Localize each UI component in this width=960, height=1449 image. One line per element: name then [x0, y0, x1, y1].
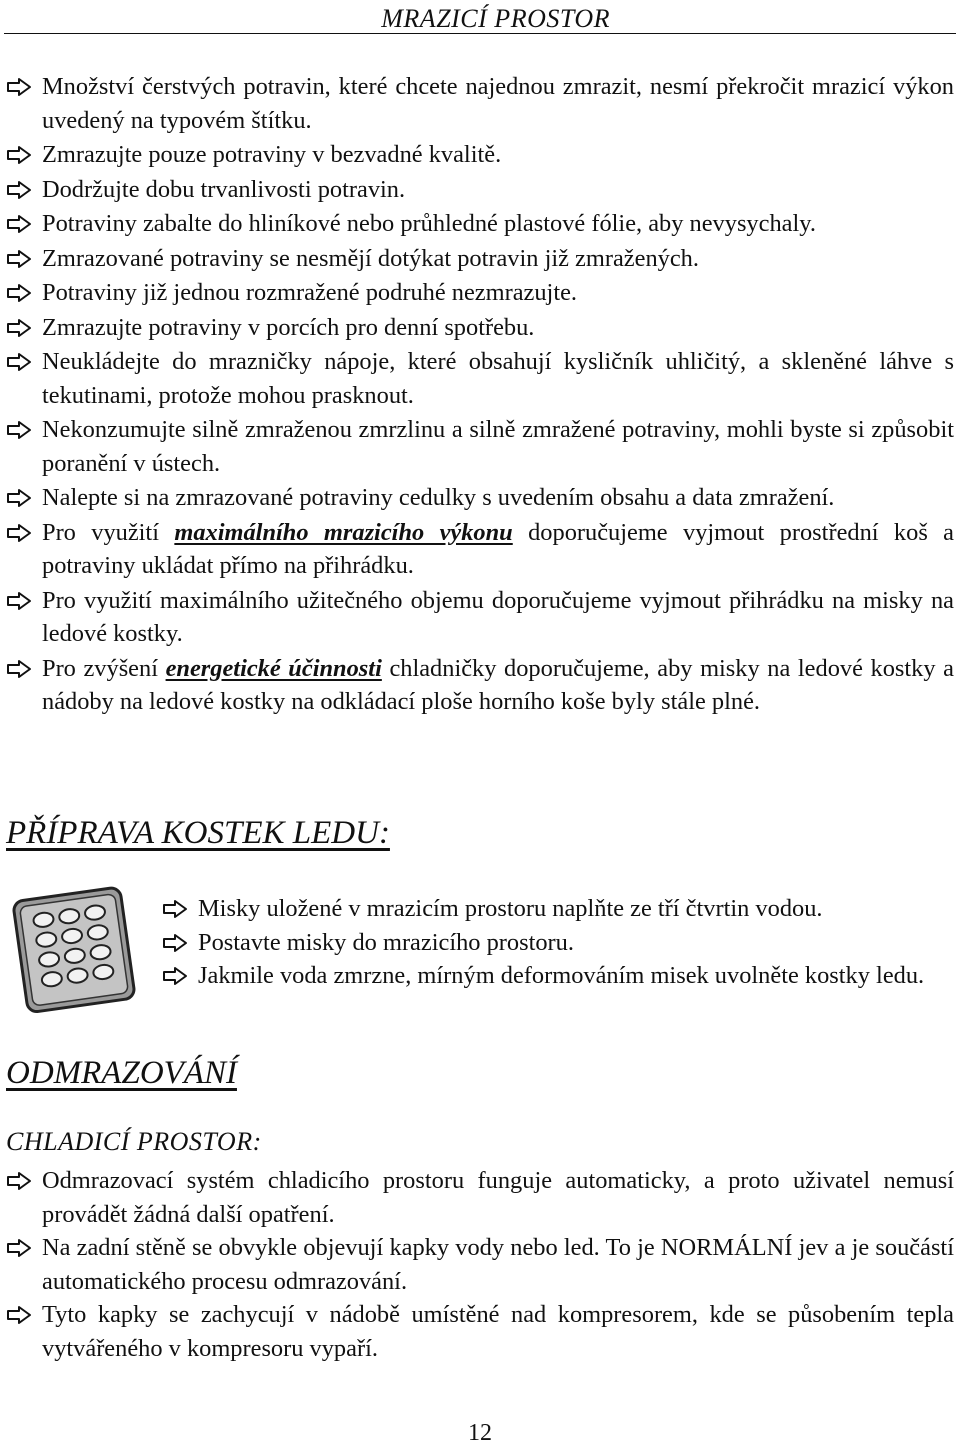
- arrow-bullet-icon: [6, 352, 32, 372]
- arrow-bullet-icon: [6, 77, 32, 97]
- arrow-bullet-icon: [6, 659, 32, 679]
- list-item: [6, 138, 954, 172]
- arrow-bullet-icon: [6, 1171, 32, 1191]
- list-item: [162, 926, 954, 960]
- item-text: Nalepte si na zmrazované potraviny cedulky s uvedením obsahu a data zmražení.: [42, 484, 835, 511]
- item-text: Dodržujte dobu trvanlivosti potravin.: [42, 175, 406, 203]
- arrow-bullet-icon: [162, 966, 188, 986]
- list-item: [6, 481, 954, 515]
- item-text: Potraviny již jednou rozmražené podruhé nezmrazujte.: [42, 279, 578, 306]
- cooling-compartment-subheading: CHLADICÍ PROSTOR:: [6, 1127, 262, 1156]
- emphasis-text: energetické účinnosti: [165, 654, 382, 682]
- cooling-defrost-list: [6, 1164, 954, 1365]
- item-text: Odmrazovací systém chladicího prostoru funguje automaticky, a proto uživatel nemusí provádět žádná další opatření.: [42, 1167, 954, 1228]
- arrow-bullet-icon: [6, 488, 32, 508]
- list-item: [6, 345, 954, 412]
- arrow-bullet-icon: [6, 1238, 32, 1258]
- freezer-tips-list: [6, 70, 954, 720]
- arrow-bullet-icon: [6, 523, 32, 543]
- item-text: Neukládejte do mrazničky nápoje, které obsahují kysličník uhličitý, a skleněné láhve s tekutinami, protože mohou prasknout.: [42, 348, 954, 409]
- ice-tray-illustration: [6, 880, 140, 1020]
- arrow-bullet-icon: [162, 899, 188, 919]
- item-text: Misky uložené v mrazicím prostoru naplňte ze tří čtvrtin vodou.: [198, 895, 823, 922]
- list-item: [6, 311, 954, 345]
- item-text: Nekonzumujte silně zmraženou zmrzlinu a silně zmražené potraviny, mohli byste si způsobit poranění v ústech.: [42, 416, 954, 477]
- item-text: Na zadní stěně se obvykle objevují kapky vody nebo led. To je NORMÁLNÍ jev a je součástí automatického procesu odmrazování.: [42, 1234, 954, 1295]
- list-item: [162, 959, 954, 993]
- arrow-bullet-icon: [6, 318, 32, 338]
- item-text: doporučujeme vyjmout prostřední koš a potraviny ukládat přímo na přihrádku.: [42, 518, 955, 579]
- list-item: [6, 207, 954, 241]
- list-item: [6, 242, 954, 276]
- list-item: [6, 413, 954, 480]
- arrow-bullet-icon: [6, 214, 32, 234]
- item-text: Pro zvýšení: [42, 654, 166, 682]
- ice-cubes-heading: PŘÍPRAVA KOSTEK LEDU:: [6, 815, 390, 851]
- list-item: [6, 516, 954, 583]
- list-item: [162, 892, 954, 926]
- arrow-bullet-icon: [6, 283, 32, 303]
- arrow-bullet-icon: [6, 591, 32, 611]
- list-item: [6, 1298, 954, 1365]
- page-number: 12: [468, 1420, 492, 1446]
- defrosting-heading: ODMRAZOVÁNÍ: [6, 1055, 237, 1091]
- list-item: [6, 70, 954, 137]
- arrow-bullet-icon: [6, 180, 32, 200]
- emphasis-text: maximálního mrazicího výkonu: [174, 518, 513, 546]
- ice-cubes-steps-list: [162, 892, 954, 993]
- item-text: Pro využití: [42, 518, 175, 546]
- item-text: Zmrazujte pouze potraviny v bezvadné kvalitě.: [42, 141, 502, 168]
- item-text: Zmrazované potraviny se nesmějí dotýkat potravin již zmražených.: [42, 244, 699, 272]
- arrow-bullet-icon: [6, 420, 32, 440]
- item-text: Množství čerstvých potravin, které chcete najednou zmrazit, nesmí překročit mrazicí výkon uvedený na typovém štítku.: [42, 73, 954, 134]
- arrow-bullet-icon: [162, 933, 188, 953]
- list-item: [6, 584, 954, 651]
- list-item: [6, 276, 954, 310]
- page-header-title: MRAZICÍ PROSTOR: [381, 4, 610, 33]
- list-item: [6, 1231, 954, 1298]
- arrow-bullet-icon: [6, 249, 32, 269]
- list-item: [6, 173, 954, 207]
- arrow-bullet-icon: [6, 1305, 32, 1325]
- item-text: Pro využití maximálního užitečného objemu doporučujeme vyjmout přihrádku na misky na ledové kostky.: [42, 586, 954, 647]
- item-text: Zmrazujte potraviny v porcích pro denní spotřebu.: [42, 313, 535, 341]
- header-divider: [4, 33, 956, 34]
- arrow-bullet-icon: [6, 145, 32, 165]
- item-text: Postavte misky do mrazicího prostoru.: [198, 928, 574, 956]
- item-text: Jakmile voda zmrzne, mírným deformováním misek uvolněte kostky ledu.: [198, 962, 925, 989]
- list-item: [6, 652, 954, 719]
- item-text: Tyto kapky se zachycují v nádobě umístěné nad kompresorem, kde se působením tepla vytvářeného v kompresoru vypaří.: [42, 1301, 954, 1362]
- item-text: chladničky doporučujeme, aby misky na ledové kostky a nádoby na ledové kostky na odkládací ploše horního koše byly stále plné.: [42, 654, 954, 715]
- list-item: [6, 1164, 954, 1231]
- item-text: Potraviny zabalte do hliníkové nebo průhledné plastové fólie, aby nevysychaly.: [42, 210, 816, 237]
